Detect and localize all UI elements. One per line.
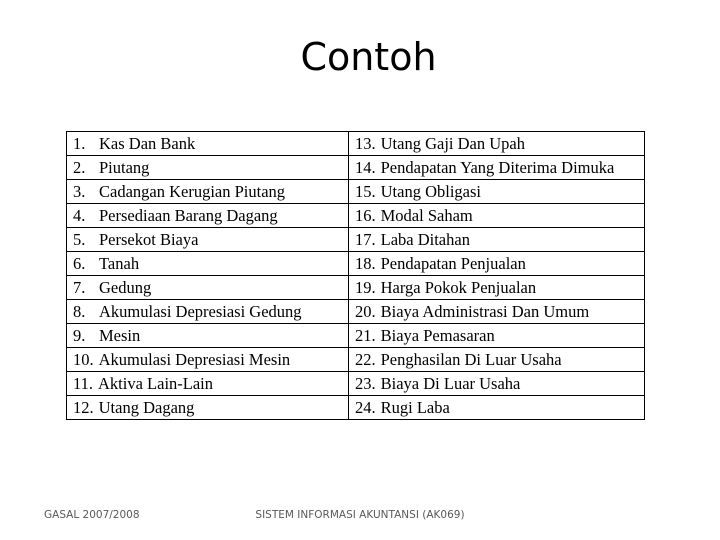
table-row: [67, 156, 645, 180]
account-name: Tanah: [99, 254, 140, 273]
account-number: 7.: [73, 278, 86, 297]
account-name: Rugi Laba: [380, 398, 450, 417]
account-cell-right: [349, 252, 645, 276]
account-name: Cadangan Kerugian Piutang: [99, 182, 286, 201]
table-row: [67, 180, 645, 204]
account-name: Biaya Pemasaran: [380, 326, 495, 345]
account-name: Penghasilan Di Luar Usaha: [380, 350, 562, 369]
account-name: Pendapatan Penjualan: [380, 254, 526, 273]
account-cell-left: [67, 372, 349, 396]
account-number: 5.: [73, 230, 86, 249]
account-number: 13.: [355, 134, 376, 153]
account-number: 1.: [73, 134, 86, 153]
footer-course-title: SISTEM INFORMASI AKUNTANSI (AK069): [255, 509, 465, 521]
account-name: Biaya Administrasi Dan Umum: [380, 302, 590, 321]
account-cell-right: [349, 156, 645, 180]
account-cell-right: [349, 276, 645, 300]
table-row: [67, 372, 645, 396]
account-name: Harga Pokok Penjualan: [380, 278, 537, 297]
account-cell-left: [67, 252, 349, 276]
account-name: Mesin: [99, 326, 141, 345]
footer-semester: GASAL 2007/2008: [44, 509, 140, 521]
account-name: Gedung: [99, 278, 152, 297]
table-row: [67, 324, 645, 348]
account-number: 17.: [355, 230, 376, 249]
account-cell-left: [67, 396, 349, 420]
account-number: 14.: [355, 158, 376, 177]
account-cell-left: [67, 180, 349, 204]
account-number: 16.: [355, 206, 376, 225]
account-cell-right: [349, 396, 645, 420]
account-cell-right: [349, 180, 645, 204]
accounts-table: [66, 131, 645, 420]
account-cell-left: [67, 324, 349, 348]
account-name: Kas Dan Bank: [99, 134, 196, 153]
account-cell-right: [349, 228, 645, 252]
account-name: Akumulasi Depresiasi Mesin: [98, 350, 291, 369]
account-cell-left: [67, 204, 349, 228]
account-number: 20.: [355, 302, 376, 321]
account-cell-left: [67, 276, 349, 300]
slide-title: Contoh: [300, 35, 437, 79]
account-number: 23.: [355, 374, 376, 393]
table-row: [67, 132, 645, 156]
account-number: 18.: [355, 254, 376, 273]
account-cell-right: [349, 132, 645, 156]
account-name: Persekot Biaya: [99, 230, 199, 249]
account-cell-left: [67, 228, 349, 252]
table-row: [67, 396, 645, 420]
account-number: 4.: [73, 206, 86, 225]
account-name: Modal Saham: [380, 206, 473, 225]
account-name: Pendapatan Yang Diterima Dimuka: [380, 158, 615, 177]
account-name: Aktiva Lain-Lain: [98, 374, 214, 393]
account-number: 15.: [355, 182, 376, 201]
account-name: Utang Gaji Dan Upah: [380, 134, 525, 153]
account-cell-left: [67, 156, 349, 180]
account-number: 21.: [355, 326, 376, 345]
account-cell-left: [67, 348, 349, 372]
account-name: Biaya Di Luar Usaha: [380, 374, 521, 393]
account-name: Piutang: [99, 158, 150, 177]
account-name: Persediaan Barang Dagang: [99, 206, 278, 225]
account-cell-right: [349, 300, 645, 324]
table-row: [67, 228, 645, 252]
table-row: [67, 348, 645, 372]
accounts-table-body: [67, 132, 645, 420]
table-row: [67, 276, 645, 300]
account-name: Utang Obligasi: [380, 182, 481, 201]
account-cell-left: [67, 300, 349, 324]
account-cell-right: [349, 204, 645, 228]
account-cell-right: [349, 372, 645, 396]
table-row: [67, 300, 645, 324]
account-number: 24.: [355, 398, 376, 417]
account-number: 9.: [73, 326, 86, 345]
account-number: 2.: [73, 158, 86, 177]
account-cell-right: [349, 348, 645, 372]
account-number: 19.: [355, 278, 376, 297]
account-number: 6.: [73, 254, 86, 273]
table-row: [67, 252, 645, 276]
account-number: 12.: [73, 398, 94, 417]
account-number: 10.: [73, 350, 94, 369]
account-number: 22.: [355, 350, 376, 369]
account-number: 3.: [73, 182, 86, 201]
account-cell-right: [349, 324, 645, 348]
account-name: Akumulasi Depresiasi Gedung: [99, 302, 302, 321]
table-row: [67, 204, 645, 228]
account-name: Laba Ditahan: [380, 230, 470, 249]
account-number: 11.: [73, 374, 94, 393]
account-number: 8.: [73, 302, 86, 321]
account-cell-left: [67, 132, 349, 156]
account-name: Utang Dagang: [98, 398, 195, 417]
